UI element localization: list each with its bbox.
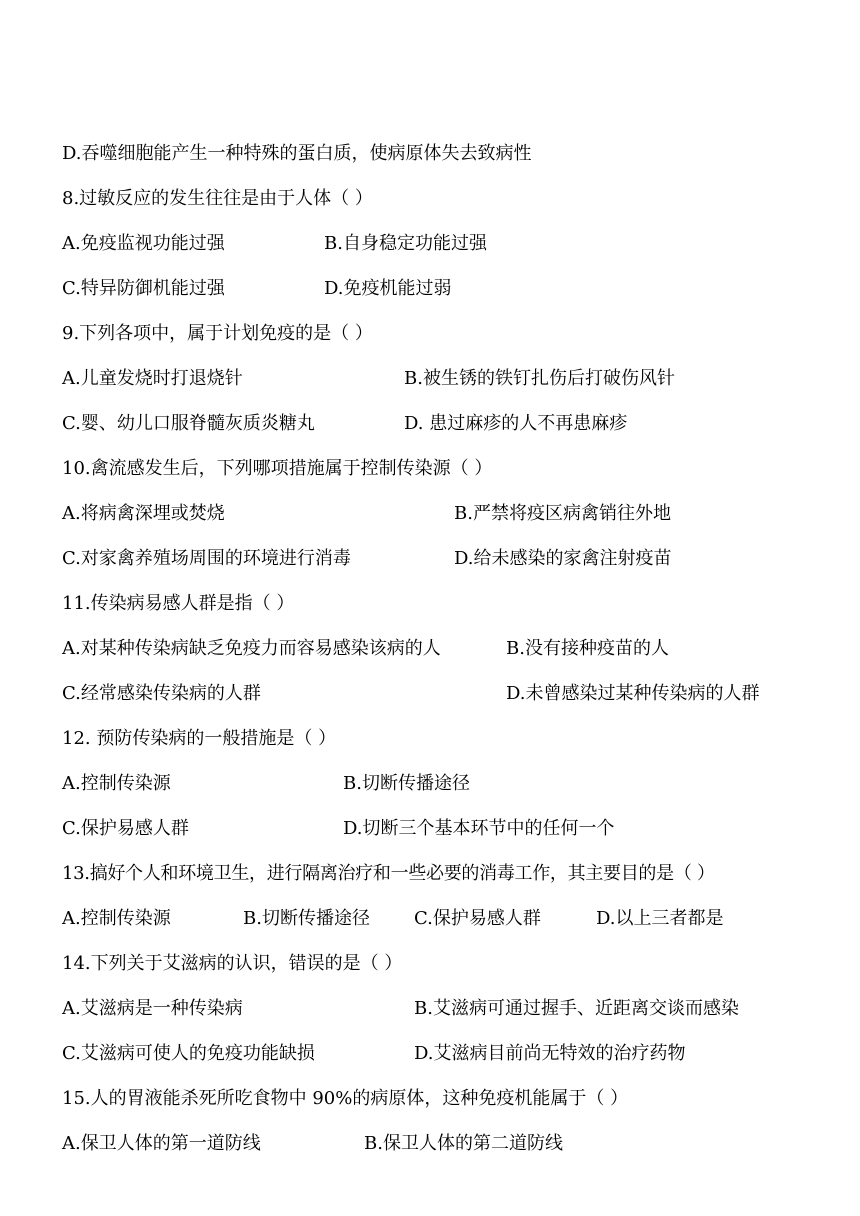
option-d: D.未曾感染过某种传染病的人群 xyxy=(506,683,760,704)
option-d: D. 患过麻疹的人不再患麻疹 xyxy=(404,413,628,434)
option-a: A.控制传染源 xyxy=(62,773,171,794)
option-a: A.将病禽深埋或焚烧 xyxy=(62,503,225,524)
option-b: B.切断传播途径 xyxy=(343,773,470,794)
question-13: 13.搞好个人和环境卫生，进行隔离治疗和一些必要的消毒工作，其主要目的是（ ） xyxy=(62,863,715,884)
option-b: B.没有接种疫苗的人 xyxy=(506,638,669,659)
question-10: 10.禽流感发生后，下列哪项措施属于控制传染源（ ） xyxy=(62,458,493,479)
option-c: C.保护易感人群 xyxy=(62,818,189,839)
question-12: 12. 预防传染病的一般措施是（ ） xyxy=(62,728,337,749)
option-a: A.免疫监视功能过强 xyxy=(62,233,225,254)
option-b: B.被生锈的铁钉扎伤后打破伤风针 xyxy=(404,368,675,389)
option-b: B.艾滋病可通过握手、近距离交谈而感染 xyxy=(414,998,739,1019)
question-8: 8.过敏反应的发生往往是由于人体（ ） xyxy=(62,188,373,209)
question-9: 9.下列各项中，属于计划免疫的是（ ） xyxy=(62,323,373,344)
option-b: B.切断传播途径 xyxy=(243,908,370,929)
option-d: D.切断三个基本环节中的任何一个 xyxy=(343,818,615,839)
option-d: D.艾滋病目前尚无特效的治疗药物 xyxy=(414,1043,686,1064)
option-c: C.经常感染传染病的人群 xyxy=(62,683,261,704)
option-a: A.对某种传染病缺乏免疫力而容易感染该病的人 xyxy=(62,638,441,659)
option-a: A.保卫人体的第一道防线 xyxy=(62,1133,261,1154)
option-b: B.严禁将疫区病禽销往外地 xyxy=(454,503,671,524)
option-b: B.保卫人体的第二道防线 xyxy=(364,1133,563,1154)
option-c: C.婴、幼儿口服脊髓灰质炎糖丸 xyxy=(62,413,315,434)
question-15: 15.人的胃液能杀死所吃食物中 90%的病原体，这种免疫机能属于（ ） xyxy=(62,1088,629,1109)
option-a: A.儿童发烧时打退烧针 xyxy=(62,368,243,389)
option-a: A.控制传染源 xyxy=(62,908,171,929)
option-c: C.艾滋病可使人的免疫功能缺损 xyxy=(62,1043,315,1064)
option-line: D.吞噬细胞能产生一种特殊的蛋白质，使病原体失去致病性 xyxy=(62,143,532,164)
option-b: B.自身稳定功能过强 xyxy=(324,233,487,254)
question-11: 11.传染病易感人群是指（ ） xyxy=(62,593,295,614)
option-c: C.对家禽养殖场周围的环境进行消毒 xyxy=(62,548,351,569)
option-d: D.给未感染的家禽注射疫苗 xyxy=(454,548,672,569)
option-d: D.以上三者都是 xyxy=(596,908,724,929)
question-14: 14.下列关于艾滋病的认识，错误的是（ ） xyxy=(62,953,403,974)
option-d: D.免疫机能过弱 xyxy=(324,278,452,299)
option-a: A.艾滋病是一种传染病 xyxy=(62,998,243,1019)
option-c: C.保护易感人群 xyxy=(414,908,541,929)
option-c: C.特异防御机能过强 xyxy=(62,278,225,299)
